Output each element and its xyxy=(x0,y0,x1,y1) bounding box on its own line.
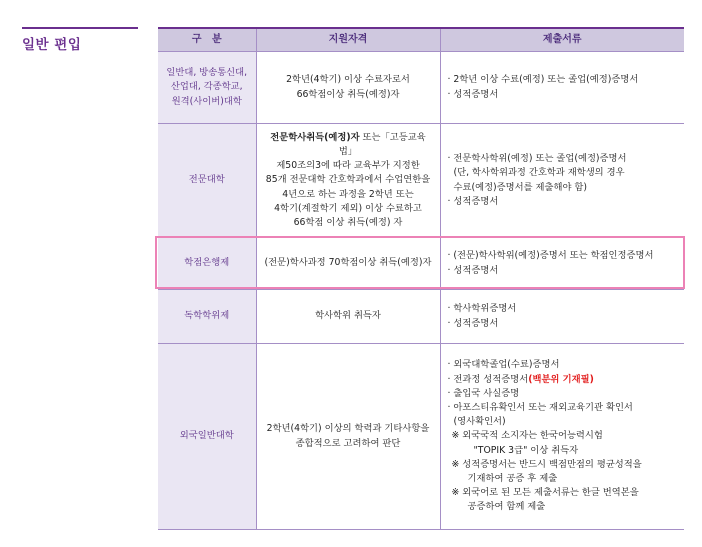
documents-cell xyxy=(440,344,684,530)
table-row xyxy=(158,238,684,290)
document-item: · 출입국 사실증명 xyxy=(447,387,520,399)
qualification-line xyxy=(265,131,432,159)
qualification-line: 66학점이상 취득(예정)자 xyxy=(296,88,400,100)
documents-cell xyxy=(440,238,684,290)
document-highlight: (백분위 기재필) xyxy=(528,373,594,385)
qualification-line: 4년으로 하는 과정을 2학년 또는 xyxy=(282,188,414,200)
qualification-line: (전문)학사과정 70학점이상 취득(예정)자 xyxy=(264,257,432,269)
note-item: ※ 성적증명서는 반드시 백점만점의 평균성적을 xyxy=(451,458,642,470)
category-line: 산업대, 각종학교, xyxy=(170,81,243,93)
qualification-cell xyxy=(256,52,440,124)
qualification-cell xyxy=(256,124,440,238)
admission-table xyxy=(158,27,684,530)
note-item: 기재하여 공증 후 제출 xyxy=(467,473,558,484)
document-item: · 성적증명서 xyxy=(447,264,499,276)
note-item: 공증하여 함께 제출 xyxy=(467,501,546,513)
note-item: "TOPIK 3급" 이상 취득자 xyxy=(473,444,579,456)
document-item xyxy=(448,373,677,387)
qualification-line: 66학점 이상 취득(예정) 자 xyxy=(293,217,403,228)
qualification-cell xyxy=(256,238,440,290)
category-line: 학점은행제 xyxy=(184,257,230,269)
document-item: · 학사학위증명서 xyxy=(447,303,517,315)
category-line: 일반대, 방송통신대, xyxy=(166,67,248,79)
table-row xyxy=(158,52,684,124)
qualification-cell xyxy=(256,344,440,530)
qualification-bold: 전문학사취득(예정)자 xyxy=(270,131,360,143)
category-cell xyxy=(158,52,256,124)
document-item: · 외국대학졸업(수료)증명서 xyxy=(447,359,560,371)
category-cell xyxy=(158,344,256,530)
documents-cell xyxy=(440,124,684,238)
document-item: · (전문)학사학위(예정)증명서 또는 학점인정증명서 xyxy=(447,250,654,262)
qualification-line: 종합적으로 고려하여 판단 xyxy=(295,437,401,449)
category-line: 원격(사이버)대학 xyxy=(171,95,242,107)
note-item: ※ 외국국적 소지자는 한국어능력시험 xyxy=(451,430,603,442)
category-cell xyxy=(158,238,256,290)
section-title-rule xyxy=(22,27,138,29)
document-item: · 2학년 이상 수료(예정) 또는 졸업(예정)증명서 xyxy=(447,74,639,86)
qualification-cell xyxy=(256,290,440,344)
qualification-line: 학사학위 취득자 xyxy=(315,310,381,322)
table-header-row xyxy=(158,28,684,52)
table-row xyxy=(158,124,684,238)
document-item: 수료(예정)증명서를 제출해야 함) xyxy=(453,181,588,193)
category-line: 외국일반대학 xyxy=(179,430,234,442)
qualification-text: 또는「고등교육법」 xyxy=(338,131,426,157)
document-item: · 전문학사학위(예정) 또는 졸업(예정)증명서 xyxy=(447,153,627,165)
category-line: 독학학위제 xyxy=(184,310,230,322)
document-item: (영사확인서) xyxy=(453,416,506,428)
documents-cell xyxy=(440,290,684,344)
documents-cell xyxy=(440,52,684,124)
qualification-line: 2학년(4학기) 이상의 학력과 기타사항을 xyxy=(266,423,430,435)
qualification-line: 4학기(계절학기 제외) 이상 수료하고 xyxy=(274,202,422,214)
document-text: · 전과정 성적증명서 xyxy=(447,373,529,385)
table-row xyxy=(158,344,684,530)
qualification-line: 2학년(4학기) 이상 수료자로서 xyxy=(286,74,410,86)
document-item: · 성적증명서 xyxy=(447,195,499,207)
qualification-line: 제50조의3에 따라 교육부가 지정한 xyxy=(276,160,420,172)
category-cell xyxy=(158,124,256,238)
section-title: 일반 편입 xyxy=(22,37,82,53)
header-documents: 제출서류 xyxy=(440,28,684,52)
qualification-line: 85개 전문대학 간호학과에서 수업연한을 xyxy=(265,174,431,186)
document-item: (단, 학사학위과정 간호학과 재학생의 경우 xyxy=(453,167,625,179)
header-category: 구 분 xyxy=(158,28,256,52)
header-qualification: 지원자격 xyxy=(256,28,440,52)
category-line: 전문대학 xyxy=(188,174,225,186)
document-item: · 아포스티유확인서 또는 재외교육기관 확인서 xyxy=(447,401,633,413)
document-item: · 성적증명서 xyxy=(447,317,499,329)
note-item: ※ 외국어로 된 모든 제출서류는 한글 번역본을 xyxy=(451,487,639,499)
document-item: · 성적증명서 xyxy=(447,88,499,100)
category-cell xyxy=(158,290,256,344)
table-row xyxy=(158,290,684,344)
